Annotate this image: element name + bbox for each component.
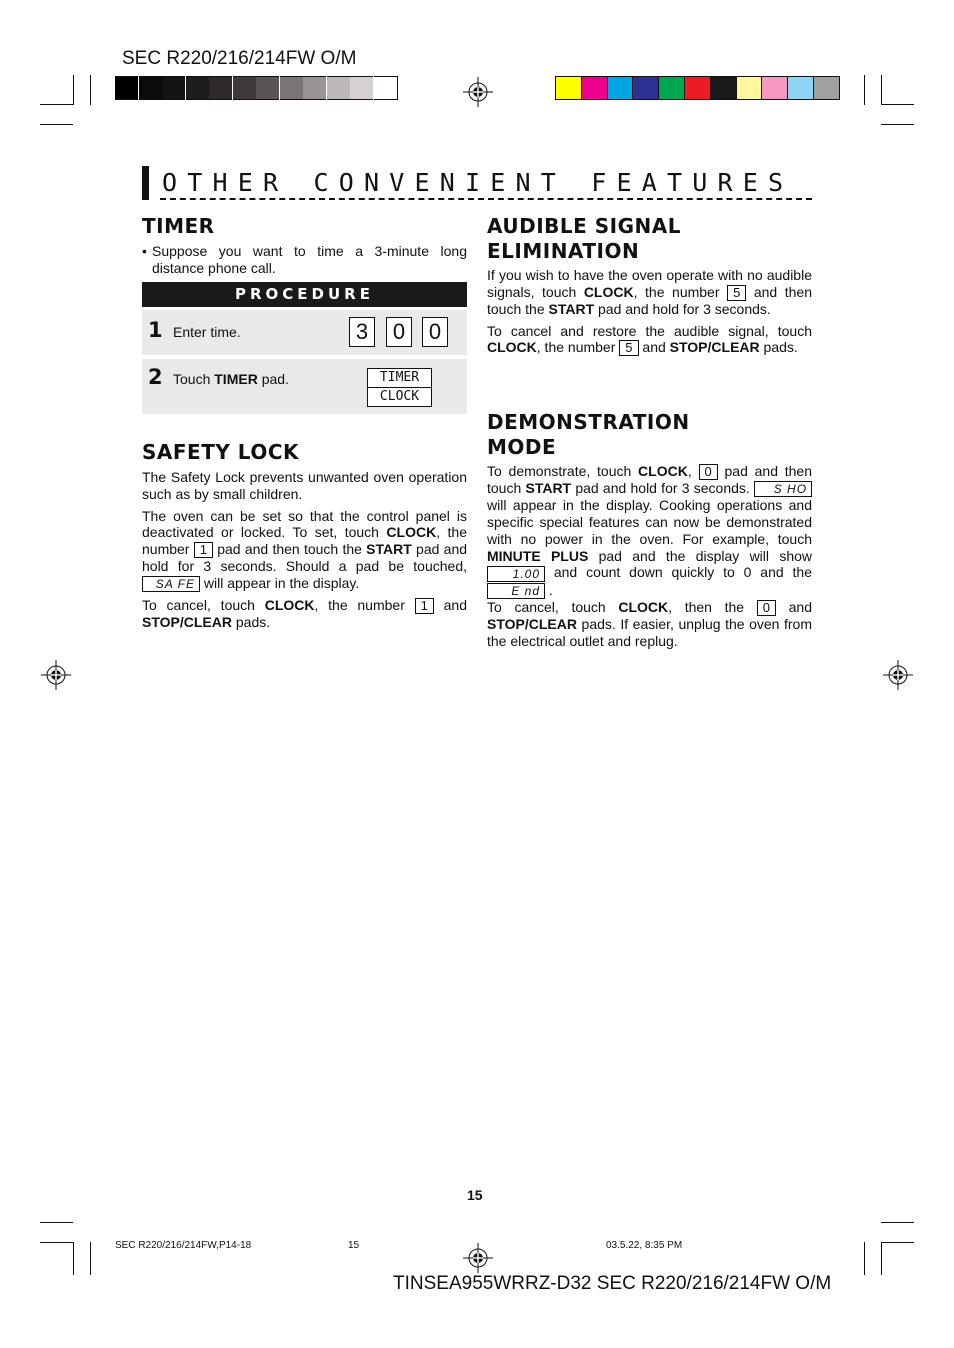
safety-lock-para-1: The Safety Lock prevents unwanted oven operation such as by small children. [142,469,467,502]
gray-swatch [233,76,256,100]
crop-mark [90,75,91,105]
number-key-box: 0 [699,464,718,480]
registration-mark-icon [41,660,71,690]
clock-key-label: CLOCK [379,389,420,404]
timer-bullet: • Suppose you want to time a 3-minute long distance phone call. [142,243,467,276]
crop-mark [881,1242,882,1275]
gray-swatch [162,76,185,100]
registration-mark-icon [883,660,913,690]
color-swatch [736,76,763,100]
page-heading: OTHER CONVENIENT FEATURES [162,168,794,197]
color-swatch [632,76,659,100]
timer-bullet-text: Suppose you want to time a 3-minute long distance phone call. [152,243,467,276]
color-swatch [684,76,711,100]
number-key-box: 0 [757,600,776,616]
audible-para-2: To cancel and restore the audible signal, touch CLOCK, the number 5 and STOP/CLEAR pads. [487,322,812,356]
crop-mark [73,75,74,105]
audible-body [487,267,812,361]
number-key-box: 5 [727,285,746,301]
step-1 [142,310,467,355]
crop-mark [864,1242,865,1275]
gray-swatch [303,76,326,100]
step-number: 2 [148,365,163,389]
gray-swatch [280,76,303,100]
crop-mark [881,1242,914,1243]
gray-swatch [327,76,350,100]
heading-bar [142,166,149,200]
digit-box: 3 [349,317,375,347]
color-swatch [607,76,634,100]
safety-lock-body [142,469,467,636]
audible-para-1: If you wish to have the oven operate with no audible signals, touch CLOCK, the number 5 and then touch the START pad and hold for 3 seconds. [487,267,812,317]
footer-model: TINSEA955WRRZ-D32 SEC R220/216/214FW O/M [393,1273,832,1294]
safety-lock-para-3: To cancel, touch CLOCK, the number 1 and STOP/CLEAR pads. [142,597,468,631]
crop-mark [881,75,882,105]
display-readout: E nd [487,583,545,599]
registration-mark-icon [463,1243,493,1273]
step-number: 1 [148,318,163,342]
gray-swatch [115,76,138,100]
demo-title: DEMONSTRATION MODE [487,410,690,459]
gray-swatch [350,76,373,100]
digit-box: 0 [422,317,448,347]
display-readout: S HO [754,481,812,497]
timer-clock-pad[interactable] [367,368,432,407]
heading-underline [160,198,812,200]
registration-mark-icon [463,77,493,107]
crop-mark [881,1222,914,1223]
step-text: Enter time. [173,324,241,340]
gray-swatch [374,76,398,100]
crop-mark [881,104,914,105]
color-swatch [658,76,685,100]
display-readout: SA FE [142,576,200,592]
color-swatch [787,76,814,100]
audible-title: AUDIBLE SIGNAL ELIMINATION [487,214,681,263]
safety-lock-title: SAFETY LOCK [142,440,300,464]
crop-mark [40,124,73,125]
color-swatch [761,76,788,100]
number-key-box: 1 [415,598,434,614]
number-key-box: 5 [619,340,638,356]
footer-timestamp: 03.5.22, 8:35 PM [606,1240,683,1251]
timer-key-label: TIMER [368,369,431,388]
gray-swatch [186,76,209,100]
footer-file: SEC R220/216/214FW,P14-18 [115,1240,252,1251]
crop-mark [864,75,865,105]
crop-mark [73,1242,74,1275]
safety-lock-para-2: The oven can be set so that the control panel is deactivated or locked. To set, touch CLOCK, the number 1 pad and then touch the START pad and hold for 3 seconds. Should a pad be touched, SA FE will appear in the display. [142,507,468,592]
procedure-bar: PROCEDURE [142,282,467,307]
crop-mark [881,124,914,125]
demo-para-1: To demonstrate, touch CLOCK, 0 pad and then touch START pad and hold for 3 seconds. S HO will appear in the display. Cooking operations and specific special features can now be demonstrated with no power in the oven. For example, touch MINUTE PLUS pad and the display will show 1.00 and count down quickly to 0 and the E nd . To cancel, touch CLOCK, then the 0 and STOP/CLEAR pads. If easier, unplug the oven from the electrical outlet and replug. [487,463,813,649]
gray-swatch [256,76,279,100]
gray-swatch [139,76,162,100]
crop-mark [40,104,73,105]
crop-mark [40,1242,73,1243]
demo-body [487,463,812,655]
crop-mark [90,1242,91,1275]
number-key-box: 1 [194,542,213,558]
header-title: SEC R220/216/214FW O/M [122,48,357,69]
page-number: 15 [467,1187,483,1203]
display-readout: 1.00 [487,566,545,582]
step-text: Touch TIMER pad. [173,371,289,387]
color-swatch [710,76,737,100]
color-swatch [813,76,840,100]
gray-swatch [209,76,232,100]
crop-mark [40,1222,73,1223]
color-swatch [581,76,608,100]
timer-title: TIMER [142,214,215,238]
footer-page: 15 [348,1240,360,1251]
digit-box: 0 [386,317,412,347]
color-swatch [555,76,582,100]
